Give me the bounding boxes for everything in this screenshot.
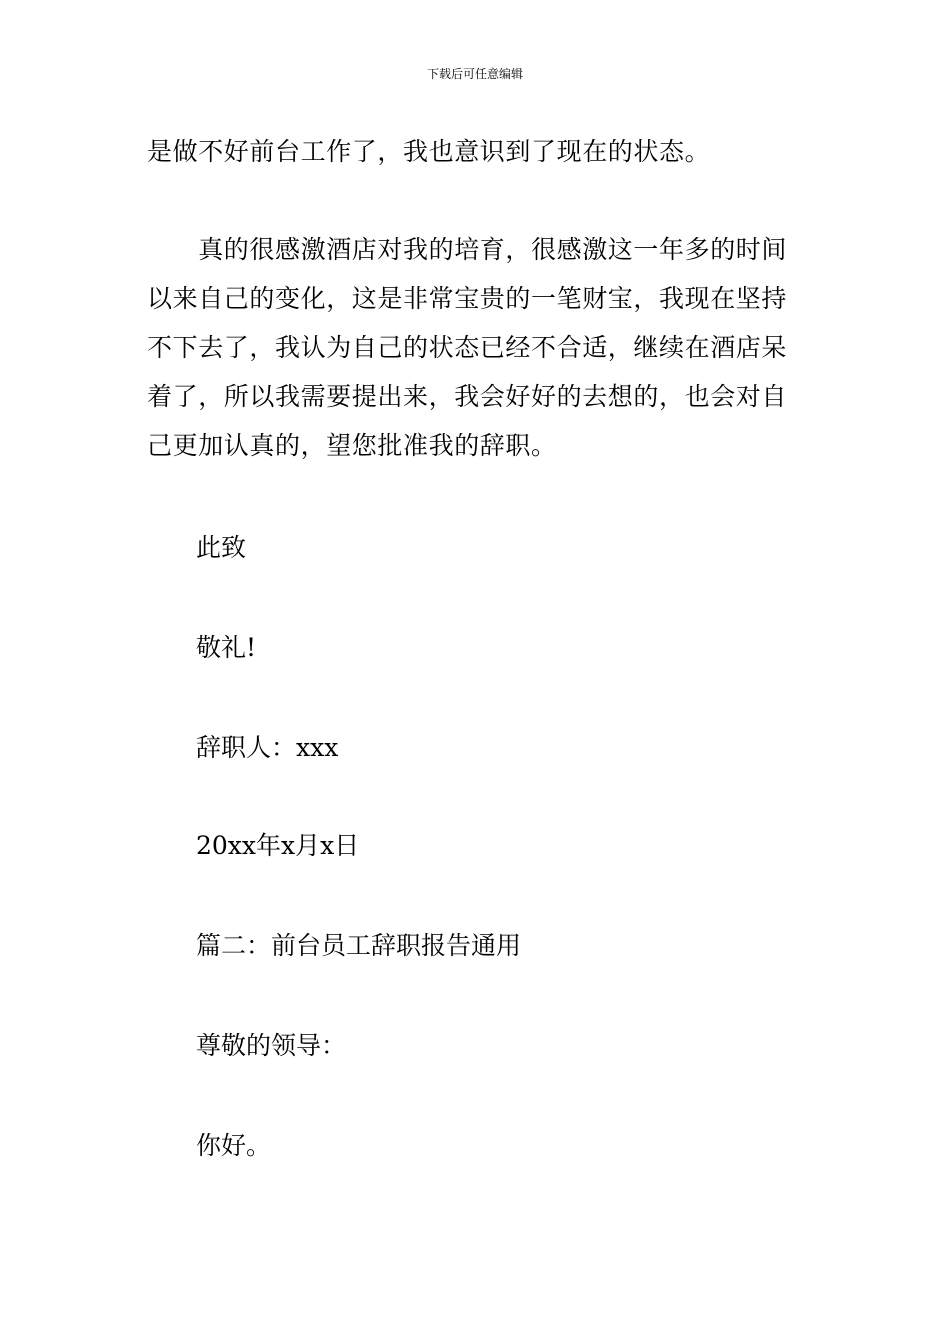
closing-salutation: 此致 — [196, 533, 247, 562]
paragraph-line: 以来自己的变化，这是非常宝贵的一笔财宝，我现在坚持 — [147, 284, 788, 313]
section-title: 篇二：前台员工辞职报告通用 — [196, 931, 522, 960]
closing-regards: 敬礼! — [196, 633, 257, 662]
paragraph-line: 真的很感激酒店对我的培育，很感激这一年多的时间 — [147, 235, 788, 264]
paragraph-line: 着了，所以我需要提出来，我会好好的去想的，也会对自 — [147, 382, 788, 411]
page-header-note: 下载后可任意编辑 — [426, 67, 523, 81]
paragraph-continuation — [147, 127, 807, 176]
paragraph-line: 不下去了，我认为自己的状态已经不合适，继续在酒店呆 — [147, 333, 788, 362]
greeting-line: 尊敬的领导： — [196, 1031, 347, 1060]
paragraph-line: 是做不好前台工作了，我也意识到了现在的状态。 — [147, 137, 711, 166]
opening-line: 你好。 — [196, 1131, 272, 1160]
paragraph-gratitude — [147, 225, 807, 470]
paragraph-line: 己更加认真的，望您批准我的辞职。 — [147, 431, 557, 460]
signer-line: 辞职人：xxx — [196, 733, 339, 762]
date-line: 20xx年x月x日 — [196, 831, 360, 860]
